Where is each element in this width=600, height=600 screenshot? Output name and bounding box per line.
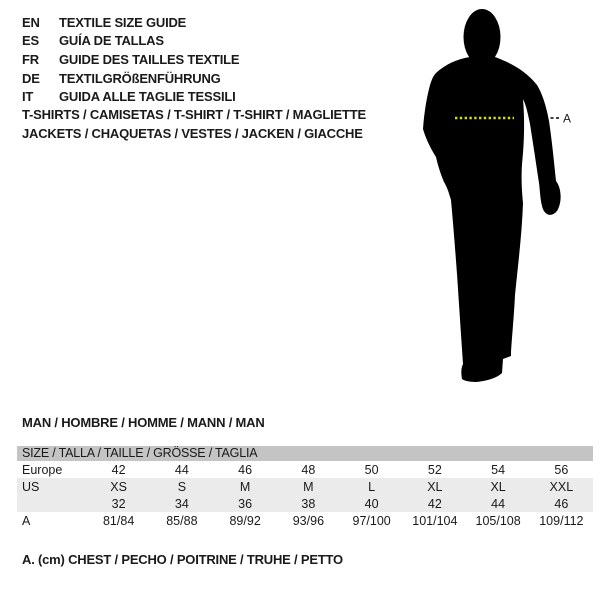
language-list <box>22 13 239 106</box>
size-cell: L <box>368 479 376 494</box>
size-cell: 34 <box>174 496 189 511</box>
size-table-header: SIZE / TALLA / TAILLE / GRÖSSE / TAGLIA <box>17 446 593 461</box>
size-cell: 46 <box>554 496 569 511</box>
size-cell: 38 <box>301 496 316 511</box>
size-cell: 42 <box>111 462 126 477</box>
row-label: Europe <box>22 462 63 477</box>
table-row <box>17 461 593 478</box>
chest-footnote: A. (cm) CHEST / PECHO / POITRINE / TRUHE / PETTO <box>22 552 343 567</box>
man-silhouette-figure <box>415 4 580 394</box>
size-cell: XS <box>110 479 127 494</box>
language-label: GUIDA ALLE TAGLIE TESSILI <box>59 89 236 105</box>
size-cell: 36 <box>238 496 253 511</box>
category-jackets: JACKETS / CHAQUETAS / VESTES / JACKEN / GIACCHE <box>22 125 363 141</box>
size-cell: 44 <box>491 496 506 511</box>
size-cell: 81/84 <box>102 513 135 528</box>
language-row-de <box>22 69 239 88</box>
language-label: GUIDE DES TAILLES TEXTILE <box>59 51 240 67</box>
size-cell: 56 <box>554 462 569 477</box>
size-cell: 54 <box>491 462 506 477</box>
size-cell: 97/100 <box>352 513 391 528</box>
man-silhouette <box>423 9 571 382</box>
size-cell: XL <box>490 479 506 494</box>
language-label: TEXTILE SIZE GUIDE <box>59 14 187 30</box>
size-cell: XXL <box>549 479 574 494</box>
table-row <box>17 512 593 529</box>
language-row-fr <box>22 50 239 69</box>
language-code: FR <box>22 51 39 67</box>
category-list <box>22 106 366 143</box>
size-cell: 101/104 <box>412 513 458 528</box>
size-cell: 93/96 <box>292 513 325 528</box>
size-cell: 46 <box>238 462 253 477</box>
size-cell: M <box>239 479 251 494</box>
size-cell: 105/108 <box>475 513 521 528</box>
size-cell: 52 <box>427 462 442 477</box>
section-title-man: MAN / HOMBRE / HOMME / MANN / MAN <box>22 415 265 430</box>
size-cell: 109/112 <box>539 513 584 528</box>
category-tshirts: T-SHIRTS / CAMISETAS / T-SHIRT / T-SHIRT / MAGLIETTE <box>22 107 366 122</box>
row-label: A <box>22 513 31 528</box>
language-code: DE <box>22 70 40 86</box>
size-cell: S <box>177 479 187 494</box>
table-row <box>17 495 593 512</box>
language-code: IT <box>22 89 34 105</box>
size-cell: 42 <box>427 496 442 511</box>
language-label: TEXTILGRÖßENFÜHRUNG <box>59 70 221 86</box>
language-row-it <box>22 87 239 106</box>
language-row-es <box>22 32 239 51</box>
size-cell: 48 <box>301 462 316 477</box>
language-code: ES <box>22 33 39 49</box>
size-cell: 50 <box>364 462 379 477</box>
size-table <box>17 446 593 529</box>
size-table-body <box>17 461 593 529</box>
size-cell: 32 <box>111 496 126 511</box>
size-cell: XL <box>427 479 443 494</box>
table-row <box>17 478 593 495</box>
measure-label-a: A <box>563 111 572 126</box>
size-cell: 44 <box>174 462 189 477</box>
size-cell: 40 <box>364 496 379 511</box>
size-cell: M <box>303 479 314 494</box>
size-cell: 85/88 <box>166 513 198 528</box>
language-code: EN <box>22 14 40 30</box>
language-label: GUÍA DE TALLAS <box>59 33 164 49</box>
language-row-en <box>22 13 239 32</box>
row-label: US <box>22 479 40 494</box>
size-cell: 89/92 <box>229 513 261 528</box>
